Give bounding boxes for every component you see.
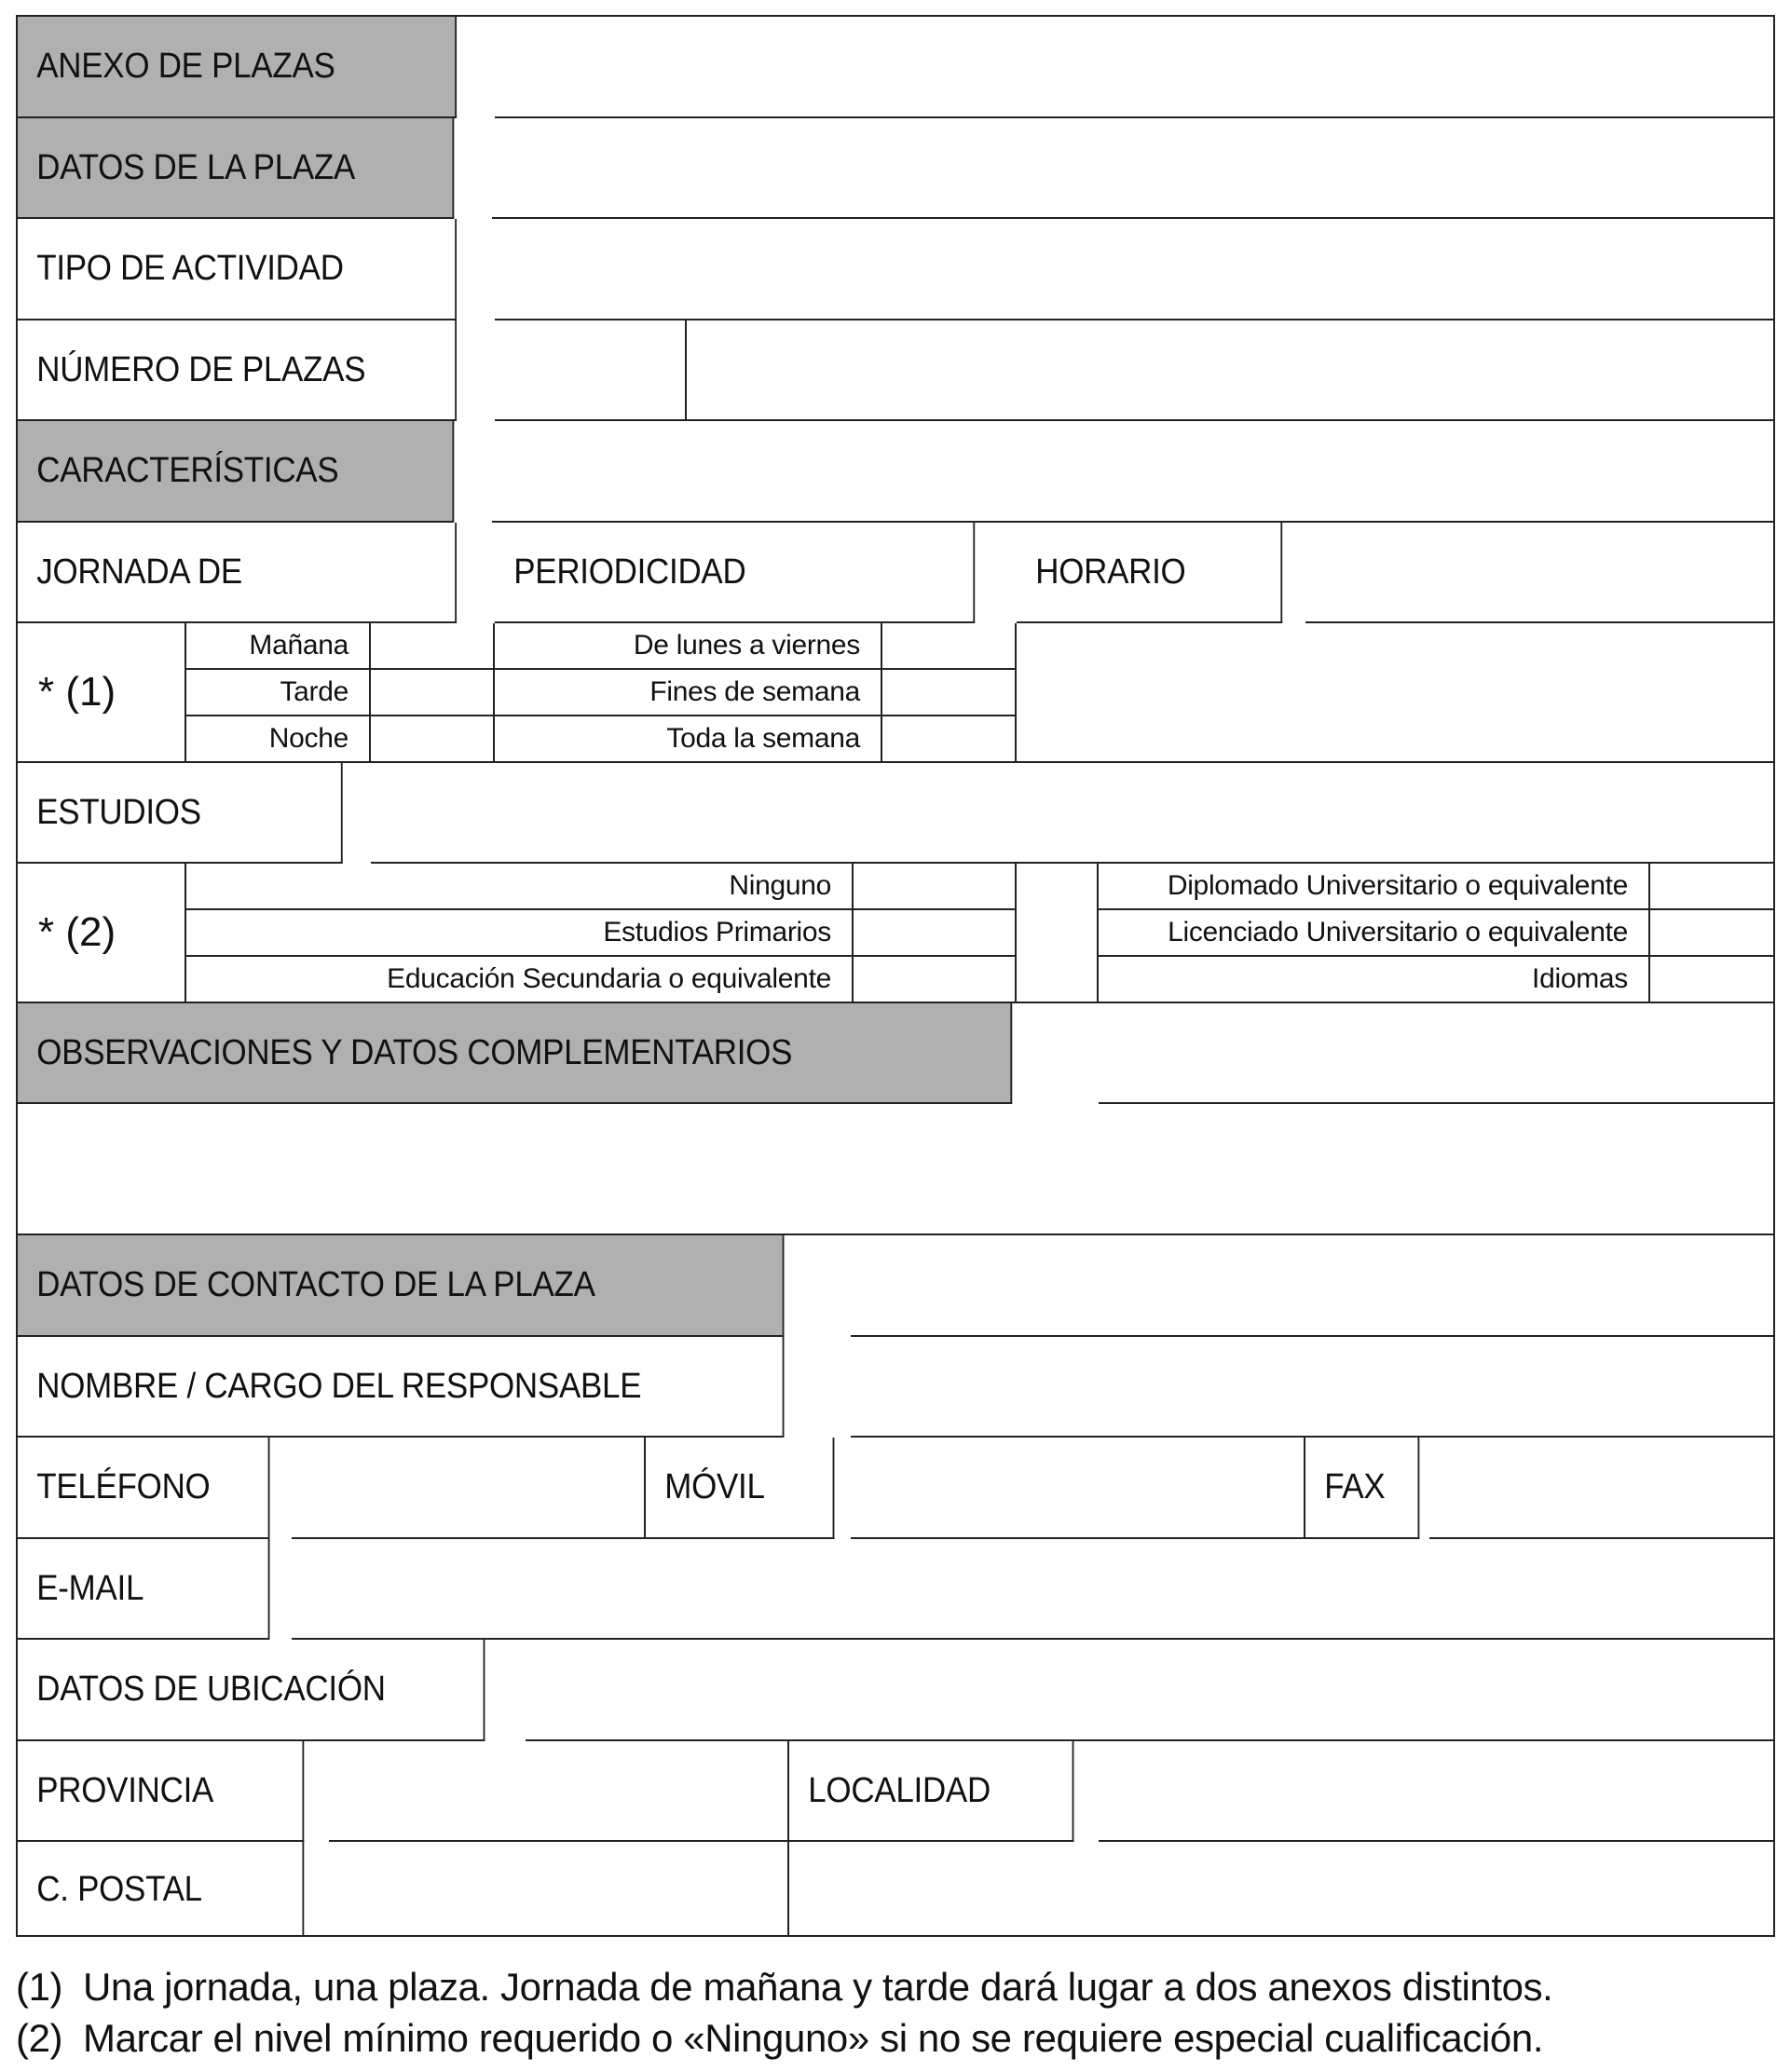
- estudios-option-label: Licenciado Universitario o equivalente: [1168, 917, 1628, 947]
- estudios-option-label: Diplomado Universitario o equivalente: [1167, 870, 1628, 901]
- anexo-label: ANEXO DE PLAZAS: [36, 47, 335, 86]
- fax-label-cell: [1305, 1438, 1419, 1539]
- periodicidad-checkbox-lv[interactable]: [882, 623, 1017, 670]
- responsable-field[interactable]: [851, 1337, 1775, 1438]
- footnote-2: [16, 2012, 1777, 2064]
- localidad-label-cell: [789, 1741, 1073, 1842]
- estudios-option-label: Ninguno: [729, 870, 831, 901]
- section-header-anexo: [18, 17, 457, 118]
- email-label: E-MAIL: [36, 1568, 144, 1608]
- ubicacion-label: DATOS DE UBICACIÓN: [36, 1670, 386, 1709]
- estudios-option-label: Educación Secundaria o equivalente: [387, 963, 831, 994]
- telefono-label-cell: [18, 1438, 269, 1539]
- email-label-cell: [18, 1539, 269, 1640]
- periodicidad-option-lv: [495, 623, 882, 670]
- cpostal-label: C. POSTAL: [36, 1869, 202, 1909]
- jornada-checkbox-manana[interactable]: [371, 623, 495, 670]
- periodicidad-label: PERIODICIDAD: [513, 552, 746, 592]
- section-header-datos-plaza: [18, 118, 454, 219]
- numero-plazas-label-cell: [18, 320, 457, 421]
- periodicidad-option-label: Toda la semana: [666, 723, 860, 754]
- periodicidad-option-label: Fines de semana: [649, 676, 860, 707]
- caracteristicas-label: CARACTERÍSTICAS: [36, 451, 339, 490]
- application-form: [16, 15, 1775, 1937]
- jornada-option-label: Mañana: [249, 630, 348, 661]
- footnote-number: (1): [16, 1965, 63, 2009]
- estudios-option-secundaria: [186, 957, 854, 1003]
- estudios-checkbox-idiomas[interactable]: [1650, 957, 1775, 1003]
- estudios-checkbox-diplomado[interactable]: [1650, 864, 1775, 910]
- estudios-option-primarios: [186, 910, 854, 957]
- tipo-actividad-field[interactable]: [495, 219, 1775, 320]
- estudios-option-licenciado: [1099, 910, 1650, 957]
- datos-plaza-field[interactable]: [492, 118, 1775, 219]
- mark-2: [18, 864, 186, 1003]
- horario-header: [1017, 523, 1282, 623]
- periodicidad-checkbox-toda[interactable]: [882, 716, 1017, 763]
- jornada-option-label: Noche: [268, 723, 348, 754]
- horario-label: HORARIO: [1035, 552, 1186, 592]
- provincia-label-cell: [18, 1741, 304, 1842]
- periodicidad-option-toda: [495, 716, 882, 763]
- periodicidad-checkbox-fines[interactable]: [882, 670, 1017, 716]
- jornada-option-noche: [186, 716, 371, 763]
- responsable-label-cell: [18, 1337, 784, 1438]
- estudios-field[interactable]: [371, 763, 1775, 864]
- movil-label: MÓVIL: [664, 1467, 765, 1506]
- observaciones-label: OBSERVACIONES Y DATOS COMPLEMENTARIOS: [36, 1032, 793, 1072]
- jornada-label: JORNADA DE: [36, 552, 242, 592]
- estudios-option-diplomado: [1099, 864, 1650, 910]
- section-header-observaciones: [18, 1003, 1012, 1104]
- fax-label: FAX: [1324, 1467, 1386, 1506]
- footnotes: [16, 1961, 1777, 2064]
- observaciones-header-blank: [1099, 1003, 1775, 1104]
- numero-plazas-blank: [687, 320, 1775, 421]
- estudios-checkbox-secundaria[interactable]: [854, 957, 1017, 1003]
- jornada-option-label: Tarde: [280, 676, 348, 707]
- estudios-option-idiomas: [1099, 957, 1650, 1003]
- section-header-contacto: [18, 1235, 784, 1337]
- provincia-field[interactable]: [329, 1741, 789, 1842]
- contacto-header-blank: [851, 1235, 1775, 1337]
- footnote-text: Marcar el nivel mínimo requerido o «Ninguno» si no se requiere especial cualificación.: [83, 2016, 1544, 2060]
- estudios-label-cell: [18, 763, 343, 864]
- mark-1-text: * (1): [38, 669, 116, 715]
- tipo-actividad-label: TIPO DE ACTIVIDAD: [36, 249, 344, 288]
- cpostal-field[interactable]: [329, 1842, 789, 1937]
- horario-field[interactable]: [1305, 523, 1775, 623]
- periodicidad-header: [495, 523, 975, 623]
- estudios-checkbox-licenciado[interactable]: [1650, 910, 1775, 957]
- periodicidad-option-label: De lunes a viernes: [633, 630, 860, 661]
- numero-plazas-field[interactable]: [495, 320, 687, 421]
- horario-detail-field[interactable]: [1017, 623, 1775, 763]
- mark-1: [18, 623, 186, 763]
- jornada-checkbox-noche[interactable]: [371, 716, 495, 763]
- jornada-checkbox-tarde[interactable]: [371, 670, 495, 716]
- cpostal-label-cell: [18, 1842, 304, 1937]
- estudios-option-ninguno: [186, 864, 854, 910]
- periodicidad-option-fines: [495, 670, 882, 716]
- section-header-caracteristicas: [18, 421, 454, 523]
- footnote-1: [16, 1961, 1777, 2012]
- localidad-field[interactable]: [1099, 1741, 1775, 1842]
- ubicacion-field[interactable]: [526, 1640, 1775, 1741]
- telefono-label: TELÉFONO: [36, 1467, 211, 1506]
- email-field[interactable]: [292, 1539, 1775, 1640]
- fax-field[interactable]: [1429, 1438, 1775, 1539]
- estudios-spacer: [1017, 864, 1099, 1003]
- estudios-checkbox-ninguno[interactable]: [854, 864, 1017, 910]
- responsable-label: NOMBRE / CARGO DEL RESPONSABLE: [36, 1366, 642, 1406]
- footnote-text: Una jornada, una plaza. Jornada de mañana y tarde dará lugar a dos anexos distintos.: [83, 1965, 1553, 2009]
- numero-plazas-label: NÚMERO DE PLAZAS: [36, 349, 366, 389]
- telefono-field[interactable]: [292, 1438, 646, 1539]
- cpostal-blank: [789, 1842, 1775, 1937]
- estudios-checkbox-primarios[interactable]: [854, 910, 1017, 957]
- provincia-label: PROVINCIA: [36, 1770, 214, 1810]
- localidad-label: LOCALIDAD: [808, 1770, 991, 1810]
- caracteristicas-field[interactable]: [492, 421, 1775, 523]
- observaciones-textarea[interactable]: [18, 1104, 1775, 1235]
- jornada-option-tarde: [186, 670, 371, 716]
- jornada-header: [18, 523, 457, 623]
- estudios-option-label: Estudios Primarios: [603, 917, 831, 947]
- estudios-option-label: Idiomas: [1532, 963, 1628, 994]
- anexo-value-field[interactable]: [495, 17, 1775, 118]
- datos-plaza-label: DATOS DE LA PLAZA: [36, 147, 356, 187]
- footnote-number: (2): [16, 2016, 63, 2060]
- movil-label-cell: [646, 1438, 834, 1539]
- estudios-label: ESTUDIOS: [36, 792, 201, 832]
- jornada-option-manana: [186, 623, 371, 670]
- ubicacion-label-cell: [18, 1640, 485, 1741]
- movil-field[interactable]: [851, 1438, 1305, 1539]
- mark-2-text: * (2): [38, 909, 116, 955]
- tipo-actividad-label-cell: [18, 219, 457, 320]
- contacto-label: DATOS DE CONTACTO DE LA PLAZA: [36, 1265, 595, 1304]
